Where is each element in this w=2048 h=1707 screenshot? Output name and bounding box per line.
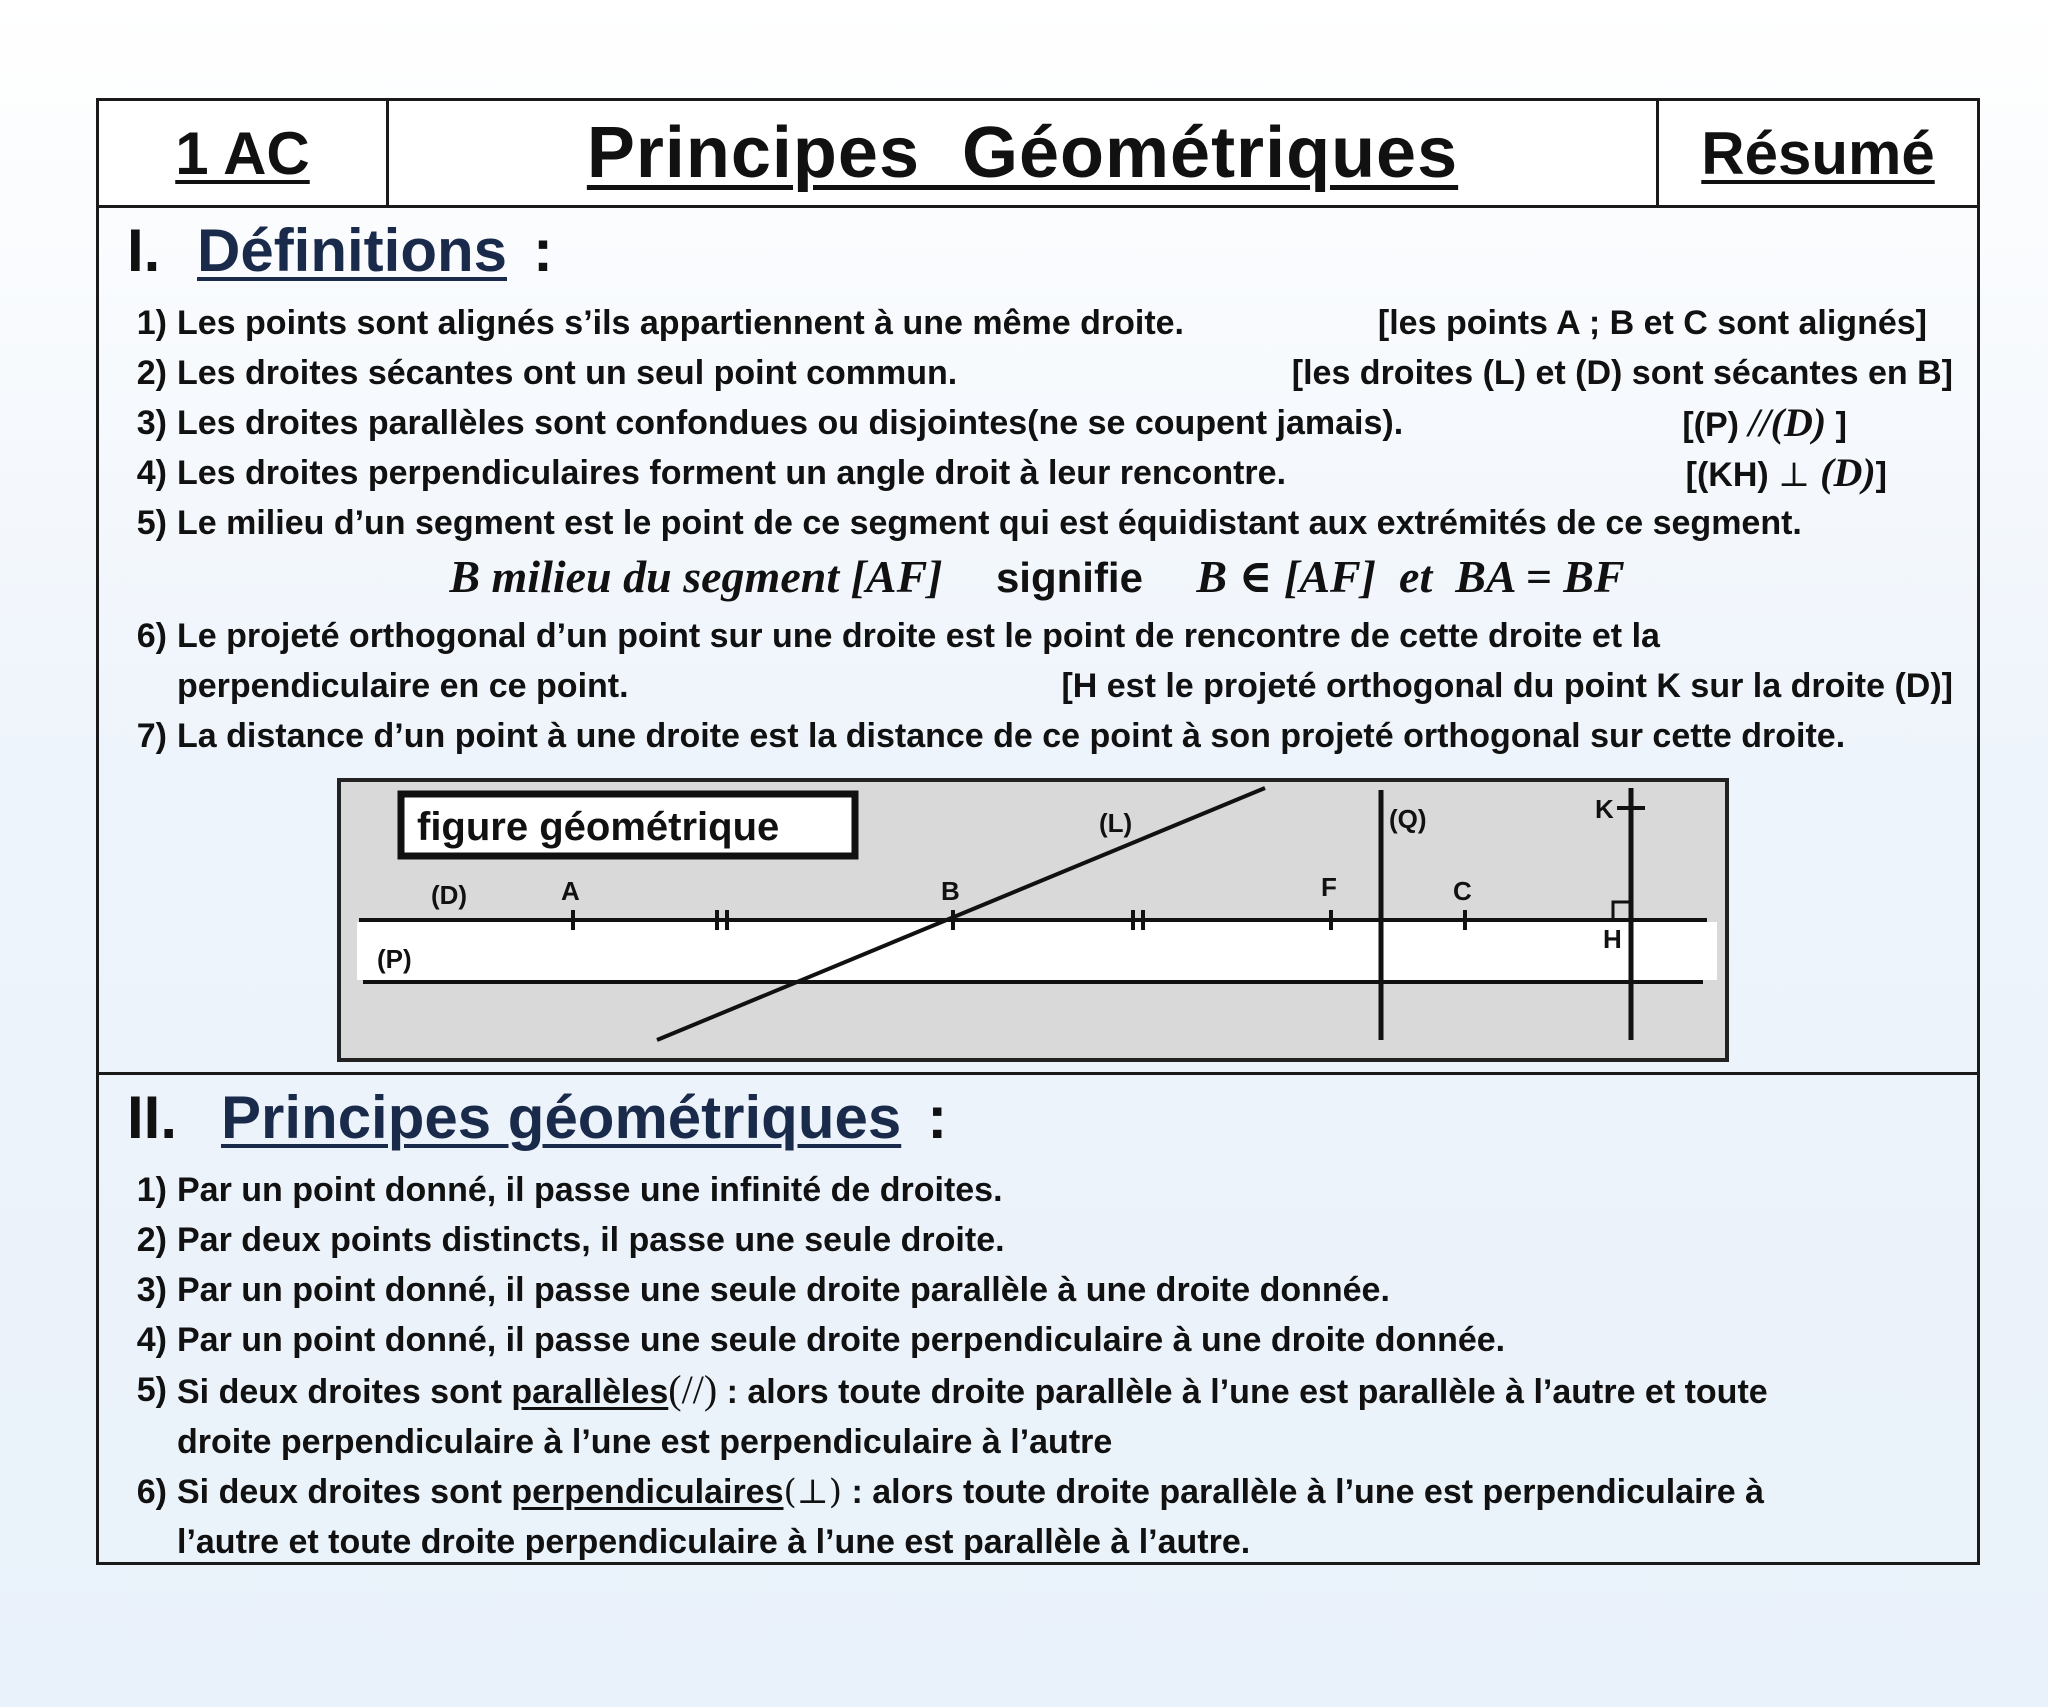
title-cell: [389, 101, 1659, 205]
principle-item-continued: [117, 1517, 1957, 1567]
section-colon: :: [533, 217, 553, 284]
principle-item: [117, 1467, 1957, 1517]
principle-item: [117, 1365, 1957, 1417]
item-number: 2): [136, 1221, 167, 1259]
item-text: [177, 1365, 1957, 1417]
label-k: K: [1595, 794, 1614, 824]
item-number: 4): [136, 454, 167, 492]
item-number: 6): [136, 1473, 167, 1511]
item-example: [H est le projeté orthogonal du point K sur la droite (D)]: [1061, 667, 1953, 705]
item-suffix: : alors toute droite parallèle à l’une est perpendiculaire à: [842, 1473, 1765, 1511]
perpendicular-symbol: (⊥): [783, 1472, 843, 1512]
example-prefix: [(KH): [1685, 456, 1779, 494]
principle-item-continued: [117, 1417, 1957, 1467]
type-cell: [1659, 101, 1977, 205]
item-prefix: Si deux droites sont: [177, 1473, 512, 1511]
item-text: Par un point donné, il passe une infinité de droites.: [177, 1171, 1003, 1209]
header-table: [96, 98, 1980, 208]
item-keyword: parallèles: [511, 1373, 669, 1411]
parallel-symbol: (//): [668, 1367, 718, 1412]
example-math: (D): [1810, 450, 1876, 495]
item-text: Les droites parallèles sont confondues ou disjointes(ne se coupent jamais).: [177, 404, 1404, 442]
geometric-figure: [337, 778, 1729, 1062]
formula-word: signifie: [995, 554, 1143, 601]
item-number: 5): [136, 1371, 167, 1409]
principles-heading: [127, 1083, 1957, 1159]
item-number: 1): [136, 1171, 167, 1209]
item-text: Les points sont alignés s’ils appartiennent à une même droite.: [177, 304, 1185, 342]
item-number: 5): [136, 504, 167, 542]
definition-item: [117, 298, 1957, 348]
item-number: 7): [136, 717, 167, 755]
item-text: Par un point donné, il passe une seule droite parallèle à une droite donnée.: [177, 1271, 1390, 1309]
example-prefix: [(P): [1682, 406, 1749, 444]
document-type-label: Résumé: [1701, 119, 1935, 187]
section-title: Principes géométriques: [221, 1084, 902, 1151]
section-number: II.: [127, 1084, 178, 1151]
definition-item: [117, 448, 1957, 498]
figure-title: figure géométrique: [417, 805, 780, 849]
label-h: H: [1603, 924, 1622, 954]
midpoint-formula: [117, 548, 1957, 607]
principle-item: [117, 1315, 1957, 1365]
item-text: Les droites sécantes ont un seul point commun.: [177, 354, 958, 392]
definitions-heading: [127, 216, 1957, 292]
item-example: [1682, 398, 1847, 450]
item-number: 1): [136, 304, 167, 342]
item-number: 3): [136, 1271, 167, 1309]
item-text-continued: droite perpendiculaire à l’une est perpendiculaire à l’autre: [177, 1423, 1113, 1461]
example-suffix: ]: [1875, 456, 1887, 494]
item-number: 3): [136, 404, 167, 442]
definition-item: [117, 498, 1957, 548]
formula-right: B ∈ [AF] et BA = BF: [1196, 551, 1625, 602]
label-q: (Q): [1389, 804, 1427, 834]
item-number: 6): [136, 617, 167, 655]
summary-sheet: [96, 98, 1980, 1565]
perpendicular-symbol: ⊥: [1778, 455, 1811, 495]
item-text: Le milieu d’un segment est le point de ce segment qui est équidistant aux extrémités de ce segment.: [177, 504, 1802, 542]
principle-item: [117, 1165, 1957, 1215]
item-example: [les points A ; B et C sont alignés]: [1377, 304, 1927, 342]
section-title: Définitions: [197, 217, 507, 284]
formula-left: B milieu du segment [AF]: [449, 551, 943, 602]
item-text: [177, 1467, 1957, 1517]
section-number: I.: [127, 217, 161, 284]
item-text-continued: perpendiculaire en ce point.: [177, 667, 629, 705]
item-example: [les droites (L) et (D) sont sécantes en B]: [1291, 354, 1953, 392]
item-text: Le projeté orthogonal d’un point sur une droite est le point de rencontre de cette droite et la: [177, 617, 1660, 655]
item-text: La distance d’un point à une droite est la distance de ce point à son projeté orthogonal sur cette droite.: [177, 717, 1846, 755]
definition-item: [117, 398, 1957, 448]
label-d: (D): [431, 880, 468, 910]
item-text: Les droites perpendiculaires forment un angle droit à leur rencontre.: [177, 454, 1287, 492]
definition-item: [117, 348, 1957, 398]
item-example: [1686, 448, 1887, 500]
item-keyword: perpendiculaires: [511, 1473, 784, 1511]
example-math: //(D): [1748, 400, 1827, 445]
item-prefix: Si deux droites sont: [177, 1373, 512, 1411]
level-cell: [99, 101, 389, 205]
definition-item: [117, 711, 1957, 761]
label-c: C: [1453, 876, 1472, 906]
level-label: 1 AC: [175, 119, 310, 187]
definition-item-continued: [117, 661, 1957, 711]
principle-item: [117, 1215, 1957, 1265]
item-text: Par un point donné, il passe une seule droite perpendiculaire à une droite donnée.: [177, 1321, 1506, 1359]
item-suffix: : alors toute droite parallèle à l’une est parallèle à l’autre et toute: [717, 1373, 1768, 1411]
label-l: (L): [1099, 808, 1133, 838]
section-colon: :: [927, 1084, 948, 1151]
principle-item: [117, 1265, 1957, 1315]
item-text: Par deux points distincts, il passe une seule droite.: [177, 1221, 1005, 1259]
principles-section: [96, 1075, 1980, 1565]
label-a: A: [561, 876, 580, 906]
label-f: F: [1321, 872, 1337, 902]
item-number: 4): [136, 1321, 167, 1359]
item-text-continued: l’autre et toute droite perpendiculaire à l’une est parallèle à l’autre.: [177, 1523, 1251, 1561]
label-b: B: [941, 876, 960, 906]
parallel-band: [357, 922, 1717, 980]
definition-item: [117, 611, 1957, 661]
example-suffix: ]: [1826, 406, 1847, 444]
label-p: (P): [377, 944, 412, 974]
definitions-section: [96, 208, 1980, 1075]
page-title: Principes Géométriques: [586, 113, 1459, 193]
item-number: 2): [136, 354, 167, 392]
